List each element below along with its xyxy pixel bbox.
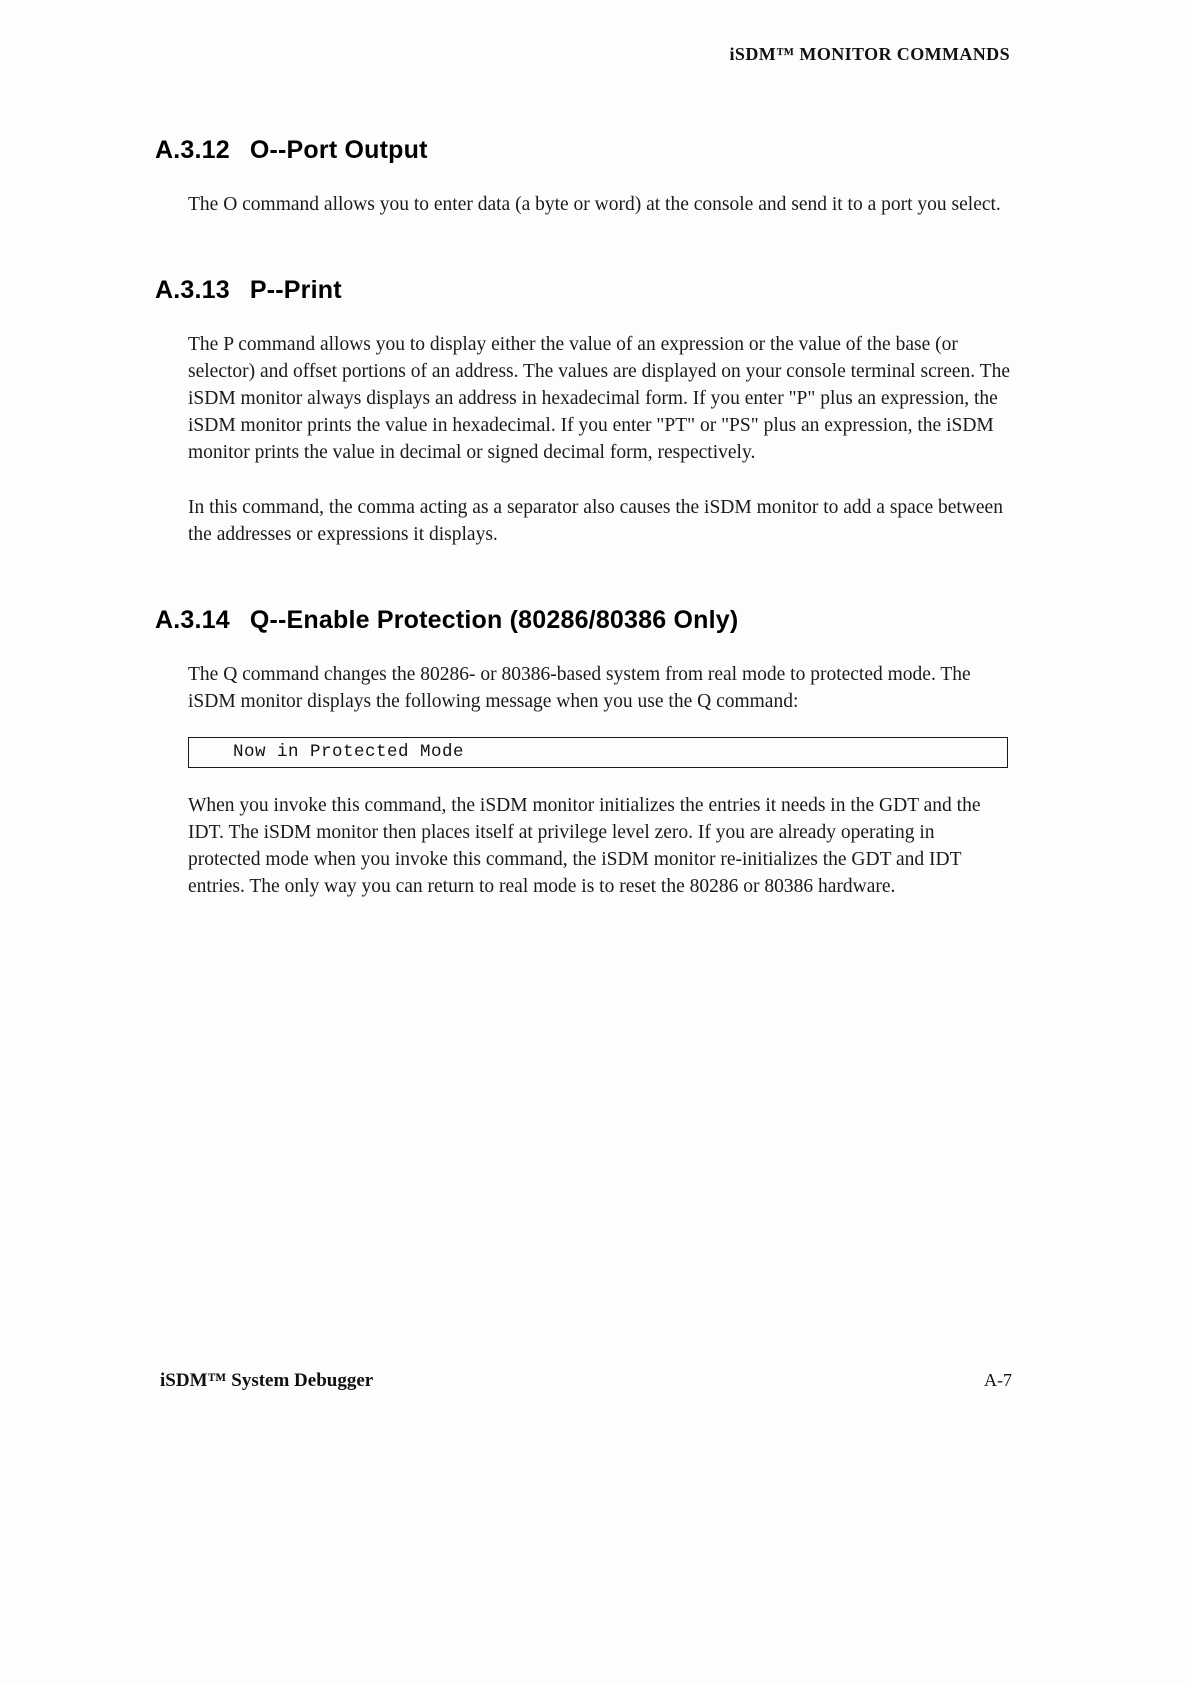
- paragraph: The P command allows you to display either the value of an expression or the value of the base (or selector) and offset portions of an address. The values are displayed on your console terminal screen. The iSDM monitor always displays an address in hexadecimal form. If you enter "P" plus an expression, the iSDM monitor prints the value in hexadecimal. If you enter "PT" or "PS" plus an expression, the iSDM monitor prints the value in decimal or signed decimal form, respectively.: [188, 334, 1010, 463]
- paragraph: In this command, the comma acting as a separator also causes the iSDM monitor to add a space between the addresses or expressions it displays.: [188, 497, 1003, 545]
- section-title: O--Port Output: [249, 136, 428, 164]
- section-title: P--Print: [249, 276, 342, 304]
- section-heading: [155, 136, 1013, 165]
- section-number: A.3.12: [155, 136, 230, 164]
- section-title: Q--Enable Protection (80286/80386 Only): [249, 606, 739, 634]
- section-number: A.3.14: [155, 606, 230, 634]
- paragraph: The Q command changes the 80286- or 80386-based system from real mode to protected mode. The iSDM monitor displays the following message when you use the Q command:: [188, 664, 971, 712]
- console-message-box: [188, 737, 1008, 768]
- footer-page-number: A-7: [984, 1370, 1012, 1390]
- paragraph: When you invoke this command, the iSDM monitor initializes the entries it needs in the GDT and the IDT. The iSDM monitor then places itself at privilege level zero. If you are already operating in protected mode when you invoke this command, the iSDM monitor re-initializes the GDT and IDT entries. The only way you can return to real mode is to reset the 80286 or 80386 hardware.: [188, 795, 981, 897]
- section-heading: [155, 606, 1013, 635]
- page-content: [155, 136, 1013, 958]
- section-body: [188, 661, 1010, 900]
- console-message-text: Now in Protected Mode: [233, 742, 465, 762]
- section-body: [188, 331, 1010, 548]
- section-enable-protection: [155, 606, 1013, 900]
- section-print: [155, 276, 1013, 548]
- section-body: [188, 191, 1010, 218]
- section-heading: [155, 276, 1013, 305]
- footer-document-title: iSDM™ System Debugger: [160, 1370, 374, 1391]
- paragraph: The O command allows you to enter data (a byte or word) at the console and send it to a port you select.: [188, 194, 1001, 215]
- running-header: iSDM™ MONITOR COMMANDS: [729, 44, 1010, 64]
- section-port-output: [155, 136, 1013, 218]
- page-footer: [160, 1370, 1012, 1392]
- section-number: A.3.13: [155, 276, 230, 304]
